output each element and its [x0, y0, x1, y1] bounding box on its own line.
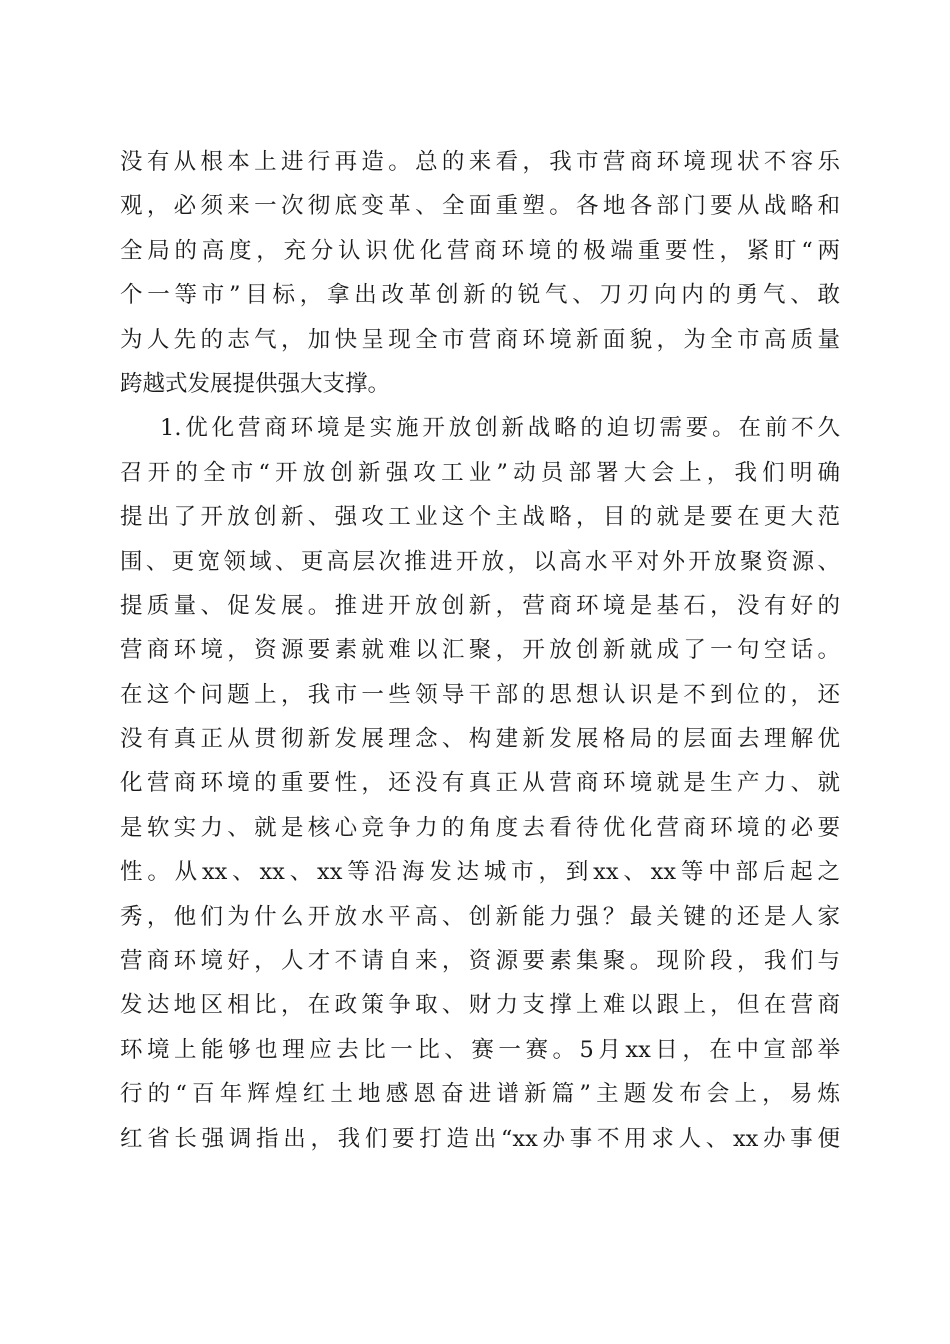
paragraph-heading-line: 1.优化营商环境是实施开放创新战略的迫切需要。在前不久: [160, 415, 840, 442]
text-line: 全局的高度，充分认识优化营商环境的极端重要性，紧盯“两: [120, 237, 840, 264]
text-line: 跨越式发展提供强大支撑。: [120, 370, 391, 397]
text-line: 观，必须来一次彻底变革、全面重塑。各地各部门要从战略和: [120, 193, 840, 220]
text-line: 秀，他们为什么开放水平高、创新能力强？最关键的还是人家: [120, 903, 840, 930]
text-line: 提出了开放创新、强攻工业这个主战略，目的就是要在更大范: [120, 504, 840, 531]
text-line: 没有真正从贯彻新发展理念、构建新发展格局的层面去理解优: [120, 726, 840, 753]
text-line: 性。从xx、xx、xx等沿海发达城市，到xx、xx等中部后起之: [120, 859, 840, 886]
text-line: 红省长强调指出，我们要打造出“xx办事不用求人、xx办事便: [120, 1125, 840, 1152]
text-line: 是软实力、就是核心竞争力的角度去看待优化营商环境的必要: [120, 814, 840, 841]
text-line: 召开的全市“开放创新强攻工业”动员部署大会上，我们明确: [120, 459, 840, 486]
text-line: 没有从根本上进行再造。总的来看，我市营商环境现状不容乐: [120, 149, 840, 175]
text-line: 提质量、促发展。推进开放创新，营商环境是基石，没有好的: [120, 592, 840, 619]
text-line: 环境上能够也理应去比一比、赛一赛。5月xx日，在中宣部举: [120, 1036, 840, 1063]
text-line: 为人先的志气，加快呈现全市营商环境新面貌，为全市高质量: [120, 326, 840, 353]
body-text: [120, 140, 840, 1161]
text-line: 营商环境，资源要素就难以汇聚，开放创新就成了一句空话。: [120, 637, 840, 664]
text-line: 化营商环境的重要性，还没有真正从营商环境就是生产力、就: [120, 770, 840, 797]
text-line: 发达地区相比，在政策争取、财力支撑上难以跟上，但在营商: [120, 992, 840, 1019]
text-line: 在这个问题上，我市一些领导干部的思想认识是不到位的，还: [120, 681, 840, 708]
text-line: 行的“百年辉煌红土地感恩奋进谱新篇”主题发布会上，易炼: [120, 1081, 840, 1108]
text-line: 营商环境好，人才不请自来，资源要素集聚。现阶段，我们与: [120, 948, 840, 975]
text-line: 围、更宽领域、更高层次推进开放，以高水平对外开放聚资源、: [120, 548, 840, 575]
text-line: 个一等市”目标，拿出改革创新的锐气、刀刃向内的勇气、敢: [120, 282, 840, 309]
